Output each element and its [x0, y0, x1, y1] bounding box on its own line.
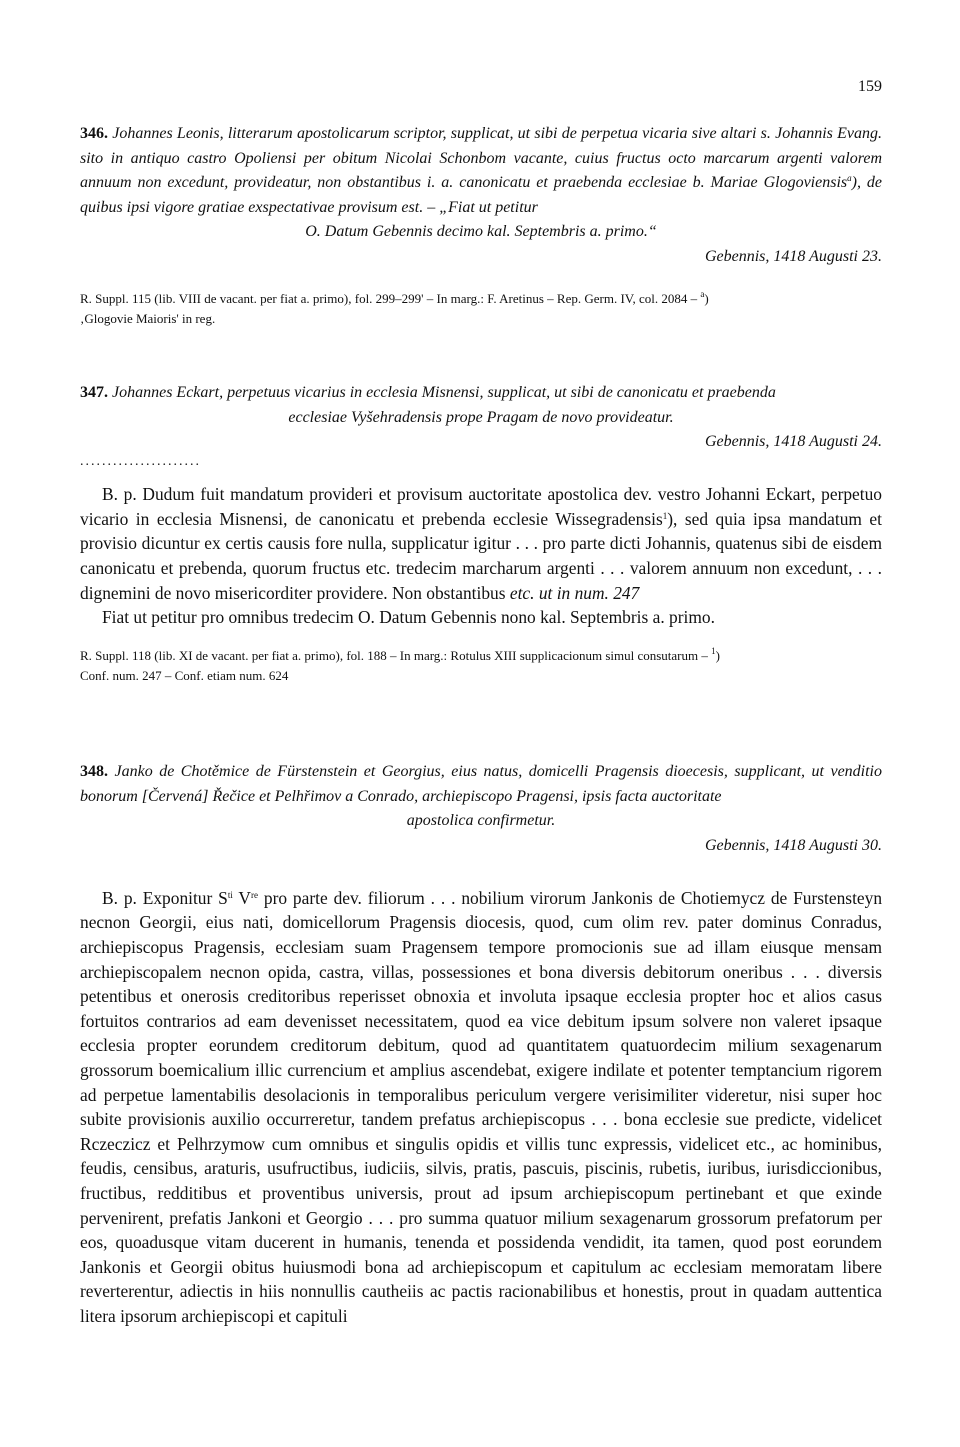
page-number: 159 [858, 78, 882, 95]
entry-head-text: Johannes Leonis, litterarum apostolicarum scriptor, supplicat, ut sibi de perpetua vicaria sive altari s. Johannis Evang. sito in antiquo castro Opoliensi per obitum Nicolai Schonbom vacante, cuius fructus octo marcarum argenti valorem annuum non excedunt, provideatur, non obstantibus i. a. canonicatu et praebenda ecclesiae b. Mariae Glogoviensis [80, 125, 883, 192]
footnote-marker: a [700, 288, 705, 299]
entry-head-text: Johannes Eckart, perpetuus vicarius in ecclesia Misnensi, supplicat, ut sibi de canonicatu et praebenda [112, 384, 776, 401]
cross-reference: etc. ut in num. 247 [509, 582, 640, 603]
entry-348 [80, 760, 882, 1328]
entry-number: 346. [80, 125, 108, 142]
note-text: R. Suppl. 115 (lib. VIII de vacant. per fiat a. primo), fol. 299–299' – In marg.: F. Aretinus – Rep. Germ. IV, col. 2084 – [80, 290, 698, 306]
dateline: Gebennis, 1418 Augusti 30. [704, 836, 882, 854]
entry-347 [80, 381, 882, 686]
entry-head-center: O. Datum Gebennis decimo kal. Septembris a. primo.“ [305, 223, 657, 241]
body-paragraph: B. p. Exponitur $S^{ti}$ Vre pro parte dev. filiorum . . . nobilium virorum Jankonis de Chotiemycz de Furstensteyn necnon Georgii, eius nati, domicellorum Pragensis diocesis, quod, cum olim rev. pater dominus Conradus, archiepiscopus Pragensis, ecclesiam suam Pragensem tempore promocionis sue ad illam eiusque mensam archiepiscopalem necnon opida, castra, villas, possessiones et bona diversis debitorum oneribus . . . diversis petentibus et onerosis creditoribus reperisset obnoxia et involuta ipsaque ecclesia propter hoc et alios casus fortuitos contrarios ad eam devenisset necessitatem, quod ea vice debitum ipsum solvere non valeret ipsaque ecclesia propter eorundem creditorum debitum, quod ad quantitatem quatuordecim milium sexagenarum grossorum boemicalium illic currencium et amplius ascendebat, exigere indilate et potenter temptancium rigorem ad perpetue lamentabilis desolacionis in temporalibus periculum vergere verisimiliter videretur, nisi super hoc subite provisionis auxilio occurreretur, tandem prefatus archiepiscopus . . . bona ecclesie sue predicte, videlicet Rczeczicz et Pelhrzymow cum omnibus et singulis opidis et villis tunc expressis, videlicet etc., ac hominibus, feudis, censibus, araturis, usufructibus, iudiciis, silvis, pratis, pascuis, piscinis, rubetis, iuribus, iurisdiccionibus, fructibus, redditibus et proventibus universis, prout ad ipsum archiepiscopum pertinebant et que exinde pervenirent, prefatis Jankoni et Georgio . . . pro summa quatuor milium sexagenarum grossorum prefatorum per eos, quoadusque vitam ducerent in humanis, tenenda et possidenda vendidit, ita tamen, quod post eorundem Jankonis et Georgii obitus huiusmodi bona ad archiepiscopum et capitulum ac ecclesiam memoratam libere reverterentur, adiectis in hiis nonnullis cautheiis ac pactis racionabilibus et honestis, prout in quadam auttentica litera ipsorum archiepiscopi et capituli [80, 887, 883, 1326]
entry-head [80, 381, 882, 430]
body-paragraph: B. p. Dudum fuit mandatum provideri et provisum auctoritate apostolica dev. vestro Johanni Eckart, perpetuo vicario in ecclesia Misnensi, de canonicatu et prebenda ecclesie Wissegradensis$^1$), sed quia ipsa mandatum et provisio dicuntur ex certis causis fore nulla, supplicatur igitur . . . pro parte dicti Johannis, quatenus sibi de eisdem canonicatu et prebenda, quorum fructus etc. tredecim marcharum argenti . . . valorem annuum non excedunt, . . . dignemini de novo misericorditer providere. Non obstantibus etc. ut in num. 247 [80, 484, 882, 603]
entry-head-text-cont: ), de quibus ipsi vigore gratiae exspectativae provisum est. – „Fiat ut petitur [80, 174, 882, 216]
footnote-marker: a [847, 173, 852, 184]
entry-head-center: apostolica confirmetur. [406, 812, 556, 830]
note-paren: ) [704, 290, 709, 306]
note-text: R. Suppl. 118 (lib. XI de vacant. per fiat a. primo), fol. 188 – In marg.: Rotulus XIII supplicacionum simul consutarum – [80, 647, 708, 663]
footnote-marker: 1 [711, 645, 716, 656]
entry-body [80, 482, 882, 630]
dateline: Gebennis, 1418 Augusti 23. [704, 247, 882, 265]
entry-body [80, 886, 882, 1329]
dateline: Gebennis, 1418 Augusti 24. [704, 433, 882, 451]
footnote-text: Conf. num. 247 – Conf. etiam num. 624 [80, 667, 289, 683]
note-paren: ) [715, 647, 720, 663]
entry-number: 347. [80, 384, 108, 401]
footnote-marker: 1 [662, 510, 668, 521]
entry-head [80, 760, 882, 834]
omission-dots: ...................... [80, 454, 201, 470]
entry-head-center: ecclesiae Vyšehradensis prope Pragam de novo provideatur. [288, 408, 674, 426]
entry-head-text: Janko de Chotěmice de Fürstenstein et Georgius, eius natus, domicelli Pragensis dioecesis, supplicant, ut venditio bonorum [Červená] Řečice et Pelhřimov a Conrado, archiepiscopo Pragensi, ipsis facta auctoritate [80, 763, 883, 805]
footnote-text: ‚Glogovie Maioris' in reg. [80, 310, 216, 326]
archival-note [80, 646, 882, 686]
entry-head [80, 122, 882, 245]
entry-number: 348. [80, 763, 108, 780]
fiat-line: Fiat ut petitur pro omnibus tredecim O. Datum Gebennis nono kal. Septembris a. primo. [102, 607, 715, 628]
archival-note [80, 289, 882, 329]
entry-346 [80, 122, 882, 329]
